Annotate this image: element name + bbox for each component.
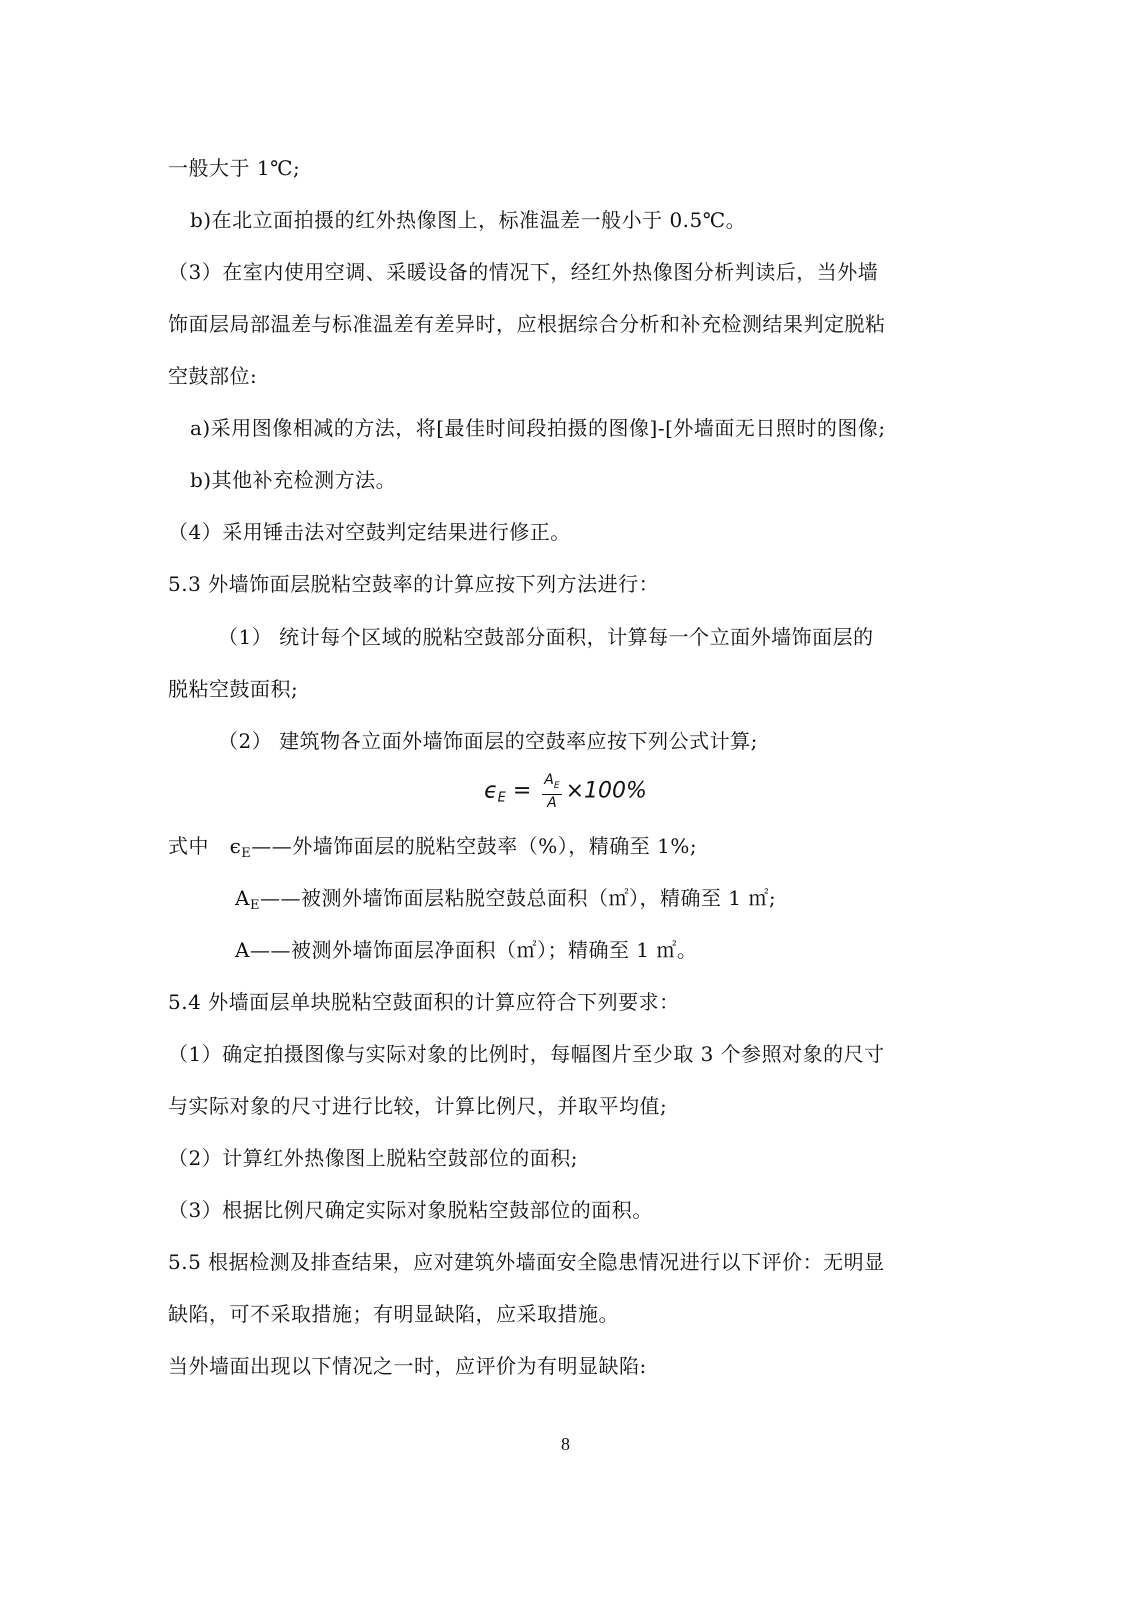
definition-epsilon: 式中 $\epsilon_E——$外墙饰面层的脱粘空鼓率（%），精确至 1%; bbox=[168, 834, 698, 861]
body-line: 当外墙面出现以下情况之一时，应评价为有明显缺陷: bbox=[168, 1354, 647, 1378]
formula-denominator: A bbox=[547, 794, 557, 811]
definition-prefix: 式中 bbox=[168, 834, 209, 858]
body-line: 饰面层局部温差与标准温差有差异时，应根据综合分析和补充检测结果判定脱粘 bbox=[168, 312, 886, 336]
definition-ae: $A_E——$被测外墙饰面层粘脱空鼓总面积（㎡），精确至 1 ㎡; bbox=[235, 886, 777, 913]
formula-rhs: ×100% bbox=[565, 778, 647, 804]
body-line: a)采用图像相减的方法，将[最佳时间段拍摄的图像]-[外墙面无日照时的图像; bbox=[190, 416, 886, 440]
formula-lhs-subscript: E bbox=[497, 790, 506, 806]
formula-equals: = bbox=[512, 778, 532, 804]
body-line: （2） 建筑物各立面外墙饰面层的空鼓率应按下列公式计算; bbox=[218, 729, 758, 753]
symbol-epsilon: ϵ bbox=[229, 834, 242, 858]
body-line: 脱粘空鼓面积; bbox=[168, 677, 299, 701]
body-line: 空鼓部位: bbox=[168, 364, 258, 388]
formula bbox=[0, 772, 1131, 811]
body-line: 与实际对象的尺寸进行比较，计算比例尺，并取平均值; bbox=[168, 1094, 668, 1118]
formula-numerator: $A_E$ bbox=[542, 772, 561, 795]
body-line: （1）确定拍摄图像与实际对象的比例时，每幅图片至少取 3 个参照对象的尺寸 bbox=[168, 1042, 885, 1066]
body-line: （1） 统计每个区域的脱粘空鼓部分面积，计算每一个立面外墙饰面层的 bbox=[218, 625, 874, 649]
formula-fraction bbox=[542, 772, 561, 811]
body-line: b)其他补充检测方法。 bbox=[190, 468, 397, 492]
body-line: 缺陷，可不采取措施；有明显缺陷，应采取措施。 bbox=[168, 1302, 619, 1326]
definition-a bbox=[235, 936, 697, 964]
section-heading: 5.3 外墙饰面层脱粘空鼓率的计算应按下列方法进行： bbox=[168, 572, 660, 596]
definition-text: ——被测外墙饰面层粘脱空鼓总面积（㎡），精确至 1 ㎡; bbox=[259, 886, 777, 910]
body-line: （2）计算红外热像图上脱粘空鼓部位的面积; bbox=[168, 1146, 578, 1170]
body-line: （4）采用锤击法对空鼓判定结果进行修正。 bbox=[168, 520, 571, 544]
formula-lhs: ϵ bbox=[484, 778, 498, 804]
symbol-ae: A bbox=[235, 886, 250, 910]
body-line: （3）根据比例尺确定实际对象脱粘空鼓部位的面积。 bbox=[168, 1198, 653, 1222]
body-line: b)在北立面拍摄的红外热像图上，标准温差一般小于 0.5℃。 bbox=[190, 208, 747, 232]
section-heading: 5.4 外墙面层单块脱粘空鼓面积的计算应符合下列要求： bbox=[168, 990, 680, 1014]
symbol-a: A bbox=[235, 938, 250, 962]
page-number: 8 bbox=[561, 1434, 570, 1454]
section-heading: 5.5 根据检测及排查结果，应对建筑外墙面安全隐患情况进行以下评价：无明显 bbox=[168, 1250, 885, 1274]
body-line: 一般大于 1℃; bbox=[168, 156, 301, 180]
body-line: （3）在室内使用空调、采暖设备的情况下，经红外热像图分析判读后，当外墙 bbox=[168, 260, 879, 284]
definition-text: ——被测外墙饰面层净面积（㎡）；精确至 1 ㎡。 bbox=[249, 938, 698, 962]
definition-text: ——外墙饰面层的脱粘空鼓率（%），精确至 1%; bbox=[251, 834, 698, 858]
